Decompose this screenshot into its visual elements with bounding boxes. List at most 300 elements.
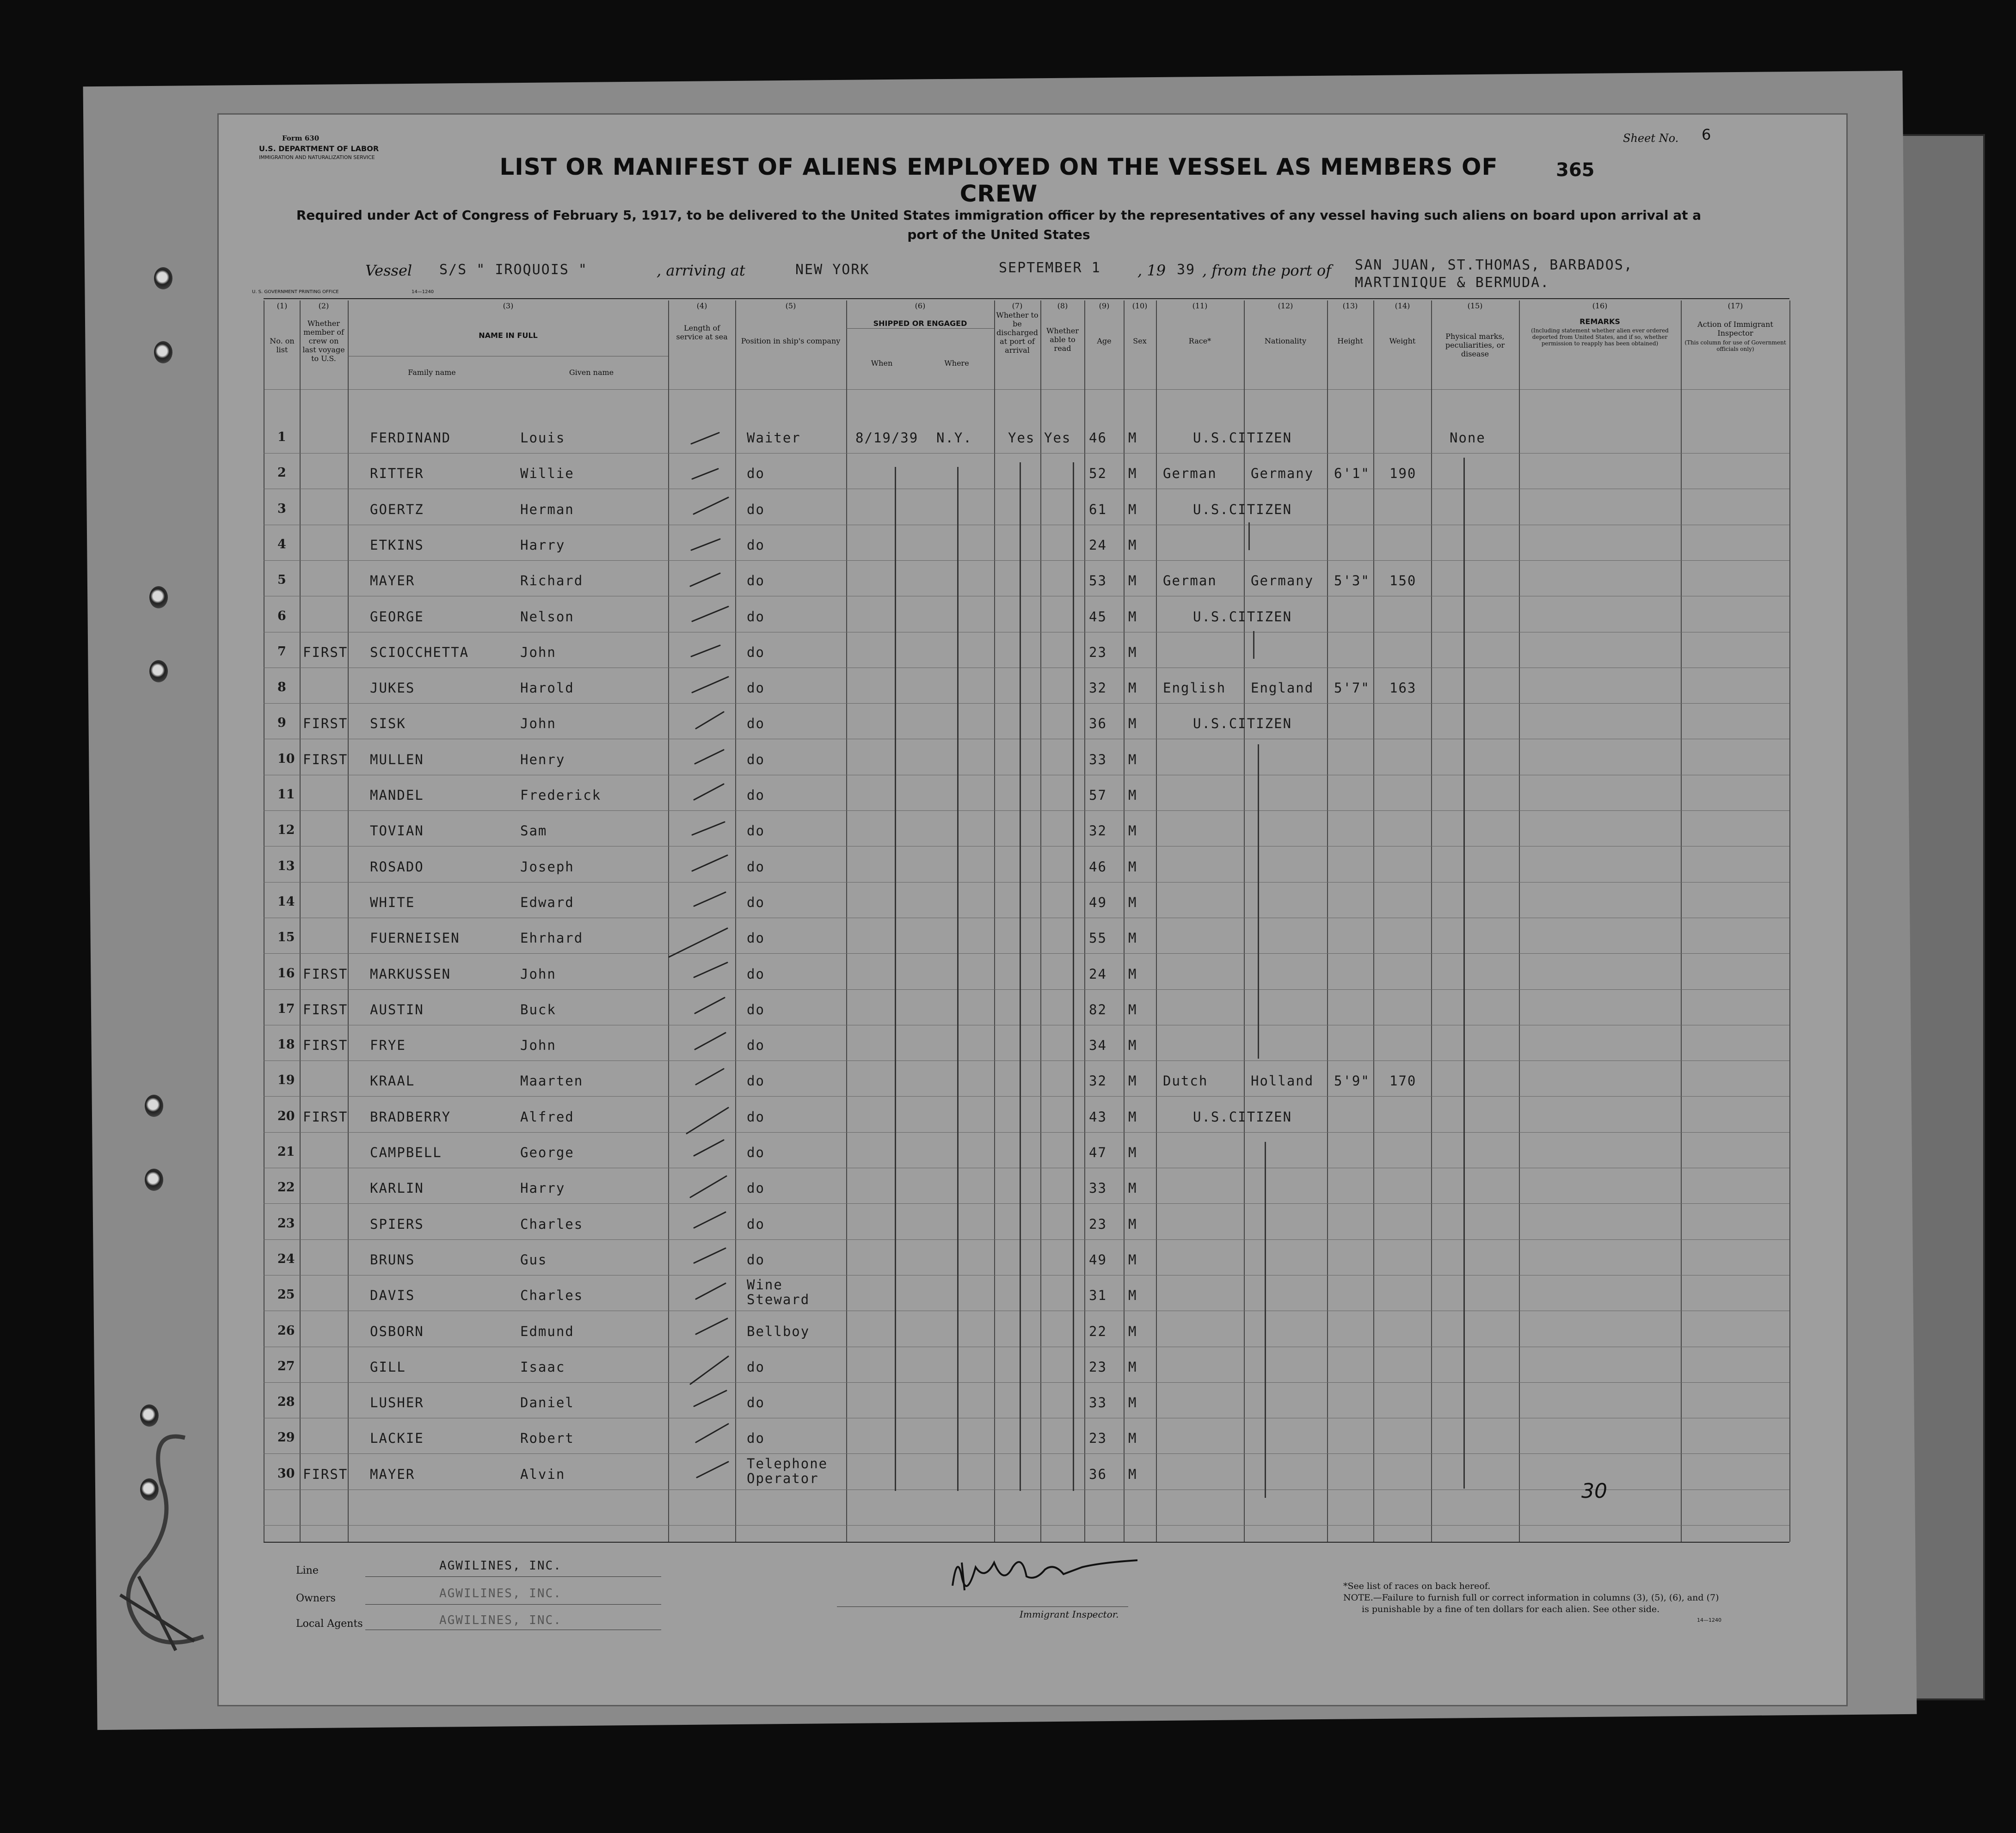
family-name-cell: LACKIE xyxy=(370,1430,424,1447)
nationality-cell: U.S.CITIZEN xyxy=(1193,501,1292,517)
given-name-cell: Daniel xyxy=(520,1395,574,1411)
position-cell: do xyxy=(747,501,765,517)
table-row xyxy=(0,1359,2016,1394)
ditto-mark xyxy=(1248,522,1250,550)
sheet-number: 6 xyxy=(1702,126,1711,143)
age-cell: 31 xyxy=(1089,1287,1107,1304)
col7-number: (7) xyxy=(1012,301,1023,310)
given-name-cell: Isaac xyxy=(520,1359,565,1375)
table-row xyxy=(0,716,2016,751)
row-rule xyxy=(264,560,1789,561)
table-row xyxy=(0,1109,2016,1144)
given-name-cell: Alvin xyxy=(520,1466,565,1482)
service-tick-marks xyxy=(668,416,738,1489)
ditto-mark xyxy=(1253,631,1254,659)
sex-cell: M xyxy=(1128,1180,1137,1196)
nationality-cell: England xyxy=(1251,680,1314,696)
table-row xyxy=(0,466,2016,501)
age-cell: 23 xyxy=(1089,1216,1107,1232)
height-cell: 5'7" xyxy=(1334,680,1370,696)
age-cell: 46 xyxy=(1089,430,1107,446)
row-rule xyxy=(264,1382,1789,1383)
tick-mark xyxy=(690,1176,726,1197)
row-rule xyxy=(264,1239,1789,1240)
position-cell: do xyxy=(747,1180,765,1196)
binding-string xyxy=(92,1419,231,1660)
age-cell: 52 xyxy=(1089,466,1107,482)
owners-value: AGWILINES, INC. xyxy=(439,1587,562,1600)
nationality-cell: U.S.CITIZEN xyxy=(1193,430,1292,446)
position-cell: do xyxy=(747,1359,765,1375)
table-row xyxy=(0,1324,2016,1359)
row-number: 2 xyxy=(277,466,286,480)
given-name-cell: John xyxy=(520,716,556,732)
sex-cell: M xyxy=(1128,680,1137,696)
col14-number: (14) xyxy=(1395,301,1410,310)
position-cell: do xyxy=(747,1251,765,1268)
col3-number: (3) xyxy=(503,301,514,310)
table-bottom-rule xyxy=(264,1542,1789,1543)
sex-cell: M xyxy=(1128,1037,1137,1054)
given-name-cell: Richard xyxy=(520,573,584,589)
nationality-cell: Germany xyxy=(1251,466,1314,482)
shipped-when-cell: 8/19/39 xyxy=(855,430,919,446)
sex-cell: M xyxy=(1128,537,1137,553)
age-cell: 36 xyxy=(1089,716,1107,732)
row-number: 23 xyxy=(277,1216,295,1231)
tick-mark xyxy=(696,1069,724,1085)
family-name-cell: BRADBERRY xyxy=(370,1109,451,1125)
sex-cell: M xyxy=(1128,1359,1137,1375)
position-cell: do xyxy=(747,858,765,875)
tick-mark xyxy=(694,497,728,514)
table-row xyxy=(0,537,2016,572)
given-name-cell: John xyxy=(520,1037,556,1054)
arrival-year: 39 xyxy=(1177,262,1196,278)
sex-cell: M xyxy=(1128,644,1137,660)
col2-number: (2) xyxy=(318,301,329,310)
given-name-cell: George xyxy=(520,1145,574,1160)
col16-header: REMARKS xyxy=(1580,317,1620,326)
col6-header: SHIPPED OR ENGAGED xyxy=(873,319,967,328)
col4-number: (4) xyxy=(696,301,707,310)
ditto-mark xyxy=(895,467,896,1491)
sex-cell: M xyxy=(1128,1430,1137,1447)
row-number: 16 xyxy=(277,966,295,981)
prior-voyage-cell: FIRST xyxy=(303,1109,348,1125)
department: U.S. DEPARTMENT OF LABOR xyxy=(259,144,379,153)
ditto-mark xyxy=(1258,744,1259,1059)
table-row xyxy=(0,573,2016,608)
able-to-read-cell: Yes xyxy=(1044,430,1071,446)
discharged-cell: Yes xyxy=(1008,430,1035,446)
row-number: 15 xyxy=(277,930,295,945)
remarks-total: 30 xyxy=(1581,1479,1607,1503)
age-cell: 49 xyxy=(1089,894,1107,910)
age-cell: 47 xyxy=(1089,1145,1107,1160)
tick-mark xyxy=(692,822,725,835)
col15-number: (15) xyxy=(1467,301,1483,310)
position-cell: do xyxy=(747,608,765,625)
from-port-label: , from the port of xyxy=(1202,262,1332,279)
age-cell: 45 xyxy=(1089,608,1107,625)
tick-mark xyxy=(697,1462,728,1477)
col12-number: (12) xyxy=(1278,301,1293,310)
given-name-cell: Edward xyxy=(520,894,574,910)
position-cell: do xyxy=(747,1037,765,1054)
row-number: 30 xyxy=(277,1466,295,1481)
ditto-mark xyxy=(1463,458,1465,1489)
row-number: 13 xyxy=(277,858,295,873)
printing-office: U. S. GOVERNMENT PRINTING OFFICE xyxy=(252,289,339,294)
sex-cell: M xyxy=(1128,930,1137,946)
family-name-cell: SPIERS xyxy=(370,1216,424,1232)
row-number: 27 xyxy=(277,1359,295,1373)
position-cell: Wine Steward xyxy=(747,1277,810,1308)
table-row xyxy=(0,1252,2016,1287)
age-cell: 32 xyxy=(1089,1073,1107,1089)
row-number: 18 xyxy=(277,1037,295,1052)
shipped-sub-rule xyxy=(846,328,994,329)
row-number: 17 xyxy=(277,1001,295,1016)
row-number: 26 xyxy=(277,1323,295,1338)
family-name-cell: SISK xyxy=(370,716,406,732)
tick-mark xyxy=(694,892,725,906)
row-rule xyxy=(264,810,1789,811)
family-name-cell: GOERTZ xyxy=(370,501,424,517)
ditto-mark xyxy=(1073,462,1074,1491)
family-name-cell: MAYER xyxy=(370,573,415,589)
sheet-label: Sheet No. xyxy=(1623,132,1679,145)
position-cell: do xyxy=(747,894,765,910)
row-rule xyxy=(264,1132,1789,1133)
col10-number: (10) xyxy=(1132,301,1148,310)
table-row xyxy=(0,680,2016,715)
shipped-where-cell: N.Y. xyxy=(936,430,972,446)
table-row xyxy=(0,787,2016,822)
footer-code: 14—1240 xyxy=(1697,1617,1721,1623)
arriving-port: NEW YORK xyxy=(795,262,870,278)
family-name-cell: JUKES xyxy=(370,680,415,696)
col17-header: Action of Immigrant Inspector xyxy=(1697,320,1773,337)
tick-mark xyxy=(694,1248,725,1263)
tick-mark xyxy=(696,712,724,729)
age-cell: 32 xyxy=(1089,680,1107,696)
row-rule xyxy=(264,703,1789,704)
prior-voyage-cell: FIRST xyxy=(303,1037,348,1054)
weight-cell: 150 xyxy=(1389,573,1417,589)
sex-cell: M xyxy=(1128,751,1137,767)
row-number: 22 xyxy=(277,1180,295,1195)
nationality-cell: Holland xyxy=(1251,1073,1314,1089)
line-label: Line xyxy=(296,1565,319,1576)
family-name-cell: ETKINS xyxy=(370,537,424,553)
given-name-cell: Louis xyxy=(520,430,565,446)
given-name-cell: Sam xyxy=(520,823,547,839)
weight-cell: 190 xyxy=(1389,466,1417,482)
row-number: 24 xyxy=(277,1251,295,1266)
sex-cell: M xyxy=(1128,608,1137,625)
family-name-cell: MARKUSSEN xyxy=(370,966,451,982)
age-cell: 33 xyxy=(1089,751,1107,767)
given-name-cell: Harry xyxy=(520,537,565,553)
col13-header: Height xyxy=(1337,337,1363,345)
sex-cell: M xyxy=(1128,966,1137,982)
tick-mark xyxy=(695,750,724,764)
ditto-mark xyxy=(957,467,959,1491)
position-cell: Bellboy xyxy=(747,1323,810,1339)
family-name-cell: BRUNS xyxy=(370,1251,415,1268)
tick-mark xyxy=(692,677,728,693)
col11-header: Race* xyxy=(1188,337,1211,345)
tick-mark xyxy=(694,962,727,977)
tick-mark xyxy=(691,539,720,550)
row-rule xyxy=(264,989,1789,990)
inspector-signature xyxy=(943,1549,1147,1600)
family-name-cell: WHITE xyxy=(370,894,415,910)
family-name-cell: CAMPBELL xyxy=(370,1145,442,1160)
height-cell: 5'9" xyxy=(1334,1073,1370,1089)
sex-cell: M xyxy=(1128,858,1137,875)
agents-value: AGWILINES, INC. xyxy=(439,1613,562,1627)
print-code: 14—1240 xyxy=(412,289,434,294)
age-cell: 53 xyxy=(1089,573,1107,589)
age-cell: 61 xyxy=(1089,501,1107,517)
row-number: 9 xyxy=(277,716,286,730)
sex-cell: M xyxy=(1128,1395,1137,1411)
given-name-cell: Henry xyxy=(520,751,565,767)
race-cell: German xyxy=(1163,466,1217,482)
tick-mark xyxy=(692,607,728,621)
position-cell: do xyxy=(747,537,765,553)
given-name-cell: Ehrhard xyxy=(520,930,584,946)
col5-number: (5) xyxy=(785,301,796,310)
sex-cell: M xyxy=(1128,501,1137,517)
table-row xyxy=(0,502,2016,537)
row-rule xyxy=(264,1453,1789,1454)
table-row xyxy=(0,1037,2016,1073)
ditto-mark xyxy=(1265,1142,1266,1498)
age-cell: 22 xyxy=(1089,1323,1107,1339)
row-number: 10 xyxy=(277,751,295,766)
vessel-label: Vessel xyxy=(365,262,412,279)
age-cell: 49 xyxy=(1089,1251,1107,1268)
col4-header: Length of service at sea xyxy=(676,324,728,341)
position-cell: do xyxy=(747,1216,765,1232)
age-cell: 36 xyxy=(1089,1466,1107,1482)
punch-hole xyxy=(154,267,172,289)
position-cell: do xyxy=(747,573,765,589)
tick-mark xyxy=(692,469,718,479)
given-name-cell: John xyxy=(520,644,556,660)
given-name-cell: Alfred xyxy=(520,1109,574,1125)
family-name-cell: GILL xyxy=(370,1359,406,1375)
age-cell: 57 xyxy=(1089,787,1107,803)
nationality-cell: Germany xyxy=(1251,573,1314,589)
given-name-cell: Edmund xyxy=(520,1323,574,1339)
tick-mark xyxy=(694,1140,724,1156)
col7-header: Whether to be discharged at port of arrival xyxy=(996,311,1039,355)
row-rule xyxy=(264,1203,1789,1204)
col17-number: (17) xyxy=(1727,301,1743,310)
row-rule xyxy=(264,453,1789,454)
position-cell: do xyxy=(747,787,765,803)
given-name-cell: Herman xyxy=(520,501,574,517)
position-cell: do xyxy=(747,1001,765,1018)
position-cell: do xyxy=(747,680,765,696)
tick-mark xyxy=(696,1318,727,1334)
weight-cell: 170 xyxy=(1389,1073,1417,1089)
family-name-cell: MANDEL xyxy=(370,787,424,803)
position-cell: do xyxy=(747,1430,765,1447)
given-name-cell: Robert xyxy=(520,1430,574,1447)
sex-cell: M xyxy=(1128,1145,1137,1160)
row-number: 3 xyxy=(277,501,286,516)
race-cell: English xyxy=(1163,680,1226,696)
given-name-cell: Frederick xyxy=(520,787,602,803)
row-number: 11 xyxy=(277,787,295,802)
position-cell: do xyxy=(747,751,765,767)
family-name-cell: ROSADO xyxy=(370,858,424,875)
family-name-cell: KRAAL xyxy=(370,1073,415,1089)
header-rule xyxy=(264,389,1789,390)
prior-voyage-cell: FIRST xyxy=(303,716,348,732)
row-number: 28 xyxy=(277,1395,295,1410)
prior-voyage-cell: FIRST xyxy=(303,1466,348,1482)
position-cell: do xyxy=(747,1073,765,1089)
where-header: Where xyxy=(944,359,969,368)
given-name-header: Given name xyxy=(569,368,614,377)
row-number: 25 xyxy=(277,1287,295,1302)
col16-number: (16) xyxy=(1592,301,1608,310)
table-top-rule xyxy=(264,298,1789,299)
ditto-mark xyxy=(1020,462,1021,1491)
tick-mark xyxy=(691,433,719,444)
given-name-cell: Charles xyxy=(520,1216,584,1232)
tick-mark xyxy=(694,1212,725,1228)
line-value: AGWILINES, INC. xyxy=(439,1559,562,1573)
row-number: 29 xyxy=(277,1430,295,1445)
age-cell: 43 xyxy=(1089,1109,1107,1125)
position-cell: do xyxy=(747,823,765,839)
col3-header: NAME IN FULL xyxy=(479,331,538,340)
row-number: 8 xyxy=(277,680,286,695)
family-name-cell: KARLIN xyxy=(370,1180,424,1196)
row-number: 7 xyxy=(277,644,286,659)
sex-cell: M xyxy=(1128,894,1137,910)
height-cell: 6'1" xyxy=(1334,466,1370,482)
family-name-cell: MAYER xyxy=(370,1466,415,1482)
given-name-cell: Buck xyxy=(520,1001,556,1018)
col12-header: Nationality xyxy=(1264,337,1307,345)
penalty-note-1: NOTE.—Failure to furnish full or correct information in columns (3), (5), (6), and (7) xyxy=(1343,1593,1719,1603)
position-cell: do xyxy=(747,466,765,482)
nationality-cell: U.S.CITIZEN xyxy=(1193,1109,1292,1125)
given-name-cell: Gus xyxy=(520,1251,547,1268)
tick-mark xyxy=(694,1391,726,1406)
arrival-date: SEPTEMBER 1 xyxy=(999,260,1101,276)
penalty-note-2: is punishable by a fine of ten dollars for each alien. See other side. xyxy=(1362,1604,1660,1614)
tick-mark xyxy=(687,1108,728,1134)
tick-mark xyxy=(696,1424,728,1442)
age-cell: 46 xyxy=(1089,858,1107,875)
tick-mark xyxy=(694,784,724,800)
table-row xyxy=(0,1002,2016,1037)
given-name-cell: Nelson xyxy=(520,608,574,625)
prior-voyage-cell: FIRST xyxy=(303,1001,348,1018)
sex-cell: M xyxy=(1128,430,1137,446)
page-title: LIST OR MANIFEST OF ALIENS EMPLOYED ON THE VESSEL AS MEMBERS OF CREW xyxy=(499,153,1498,207)
row-number: 20 xyxy=(277,1109,295,1123)
row-number: 6 xyxy=(277,608,286,623)
height-cell: 5'3" xyxy=(1334,573,1370,589)
table-row xyxy=(0,644,2016,680)
table-row xyxy=(0,1430,2016,1465)
sex-cell: M xyxy=(1128,787,1137,803)
sex-cell: M xyxy=(1128,1251,1137,1268)
race-cell: Dutch xyxy=(1163,1073,1208,1089)
col2-header: Whether member of crew on last voyage to U.S. xyxy=(302,319,345,363)
prior-voyage-cell: FIRST xyxy=(303,751,348,767)
age-cell: 24 xyxy=(1089,537,1107,553)
table-row xyxy=(0,1216,2016,1251)
family-name-cell: LUSHER xyxy=(370,1395,424,1411)
from-port-line2: MARTINIQUE & BERMUDA. xyxy=(1355,275,1550,291)
col10-header: Sex xyxy=(1133,337,1147,345)
sex-cell: M xyxy=(1128,1466,1137,1482)
age-cell: 82 xyxy=(1089,1001,1107,1018)
page-subtitle: Required under Act of Congress of February 5, 1917, to be delivered to the United States immigration officer by the representatives of any vessel having such aliens on board upon arrival at a port of the United States xyxy=(296,208,1702,242)
col13-number: (13) xyxy=(1342,301,1358,310)
arriving-label: , arriving at xyxy=(657,262,745,279)
prior-voyage-cell: FIRST xyxy=(303,966,348,982)
col1-number: (1) xyxy=(277,301,288,310)
age-cell: 33 xyxy=(1089,1180,1107,1196)
vessel-name: S/S " IROQUOIS " xyxy=(439,262,588,278)
table-row xyxy=(0,966,2016,1001)
year-prefix: , 19 xyxy=(1137,262,1166,279)
position-cell: Telephone Operator xyxy=(747,1455,828,1486)
owners-rule xyxy=(365,1604,661,1605)
age-cell: 55 xyxy=(1089,930,1107,946)
table-row xyxy=(0,609,2016,644)
position-cell: do xyxy=(747,716,765,732)
table-row xyxy=(0,859,2016,894)
table-row xyxy=(0,823,2016,858)
inspector-label: Immigrant Inspector. xyxy=(1020,1609,1119,1620)
col6-number: (6) xyxy=(915,301,926,310)
col14-header: Weight xyxy=(1389,337,1416,345)
family-name-cell: SCIOCCHETTA xyxy=(370,644,469,660)
table-row xyxy=(0,1145,2016,1180)
tick-mark xyxy=(692,855,727,871)
col1-header: No. on list xyxy=(270,337,295,354)
position-cell: Waiter xyxy=(747,430,801,446)
family-name-cell: FUERNEISEN xyxy=(370,930,460,946)
col8-number: (8) xyxy=(1057,301,1068,310)
owners-label: Owners xyxy=(296,1593,336,1604)
tick-mark xyxy=(690,573,720,586)
given-name-cell: John xyxy=(520,966,556,982)
age-cell: 24 xyxy=(1089,966,1107,982)
nationality-cell: U.S.CITIZEN xyxy=(1193,716,1292,732)
sex-cell: M xyxy=(1128,1073,1137,1089)
table-row xyxy=(0,1455,2016,1502)
tick-mark xyxy=(696,1283,725,1299)
col11-number: (11) xyxy=(1192,301,1208,310)
sex-cell: M xyxy=(1128,1001,1137,1018)
row-rule xyxy=(264,953,1789,954)
